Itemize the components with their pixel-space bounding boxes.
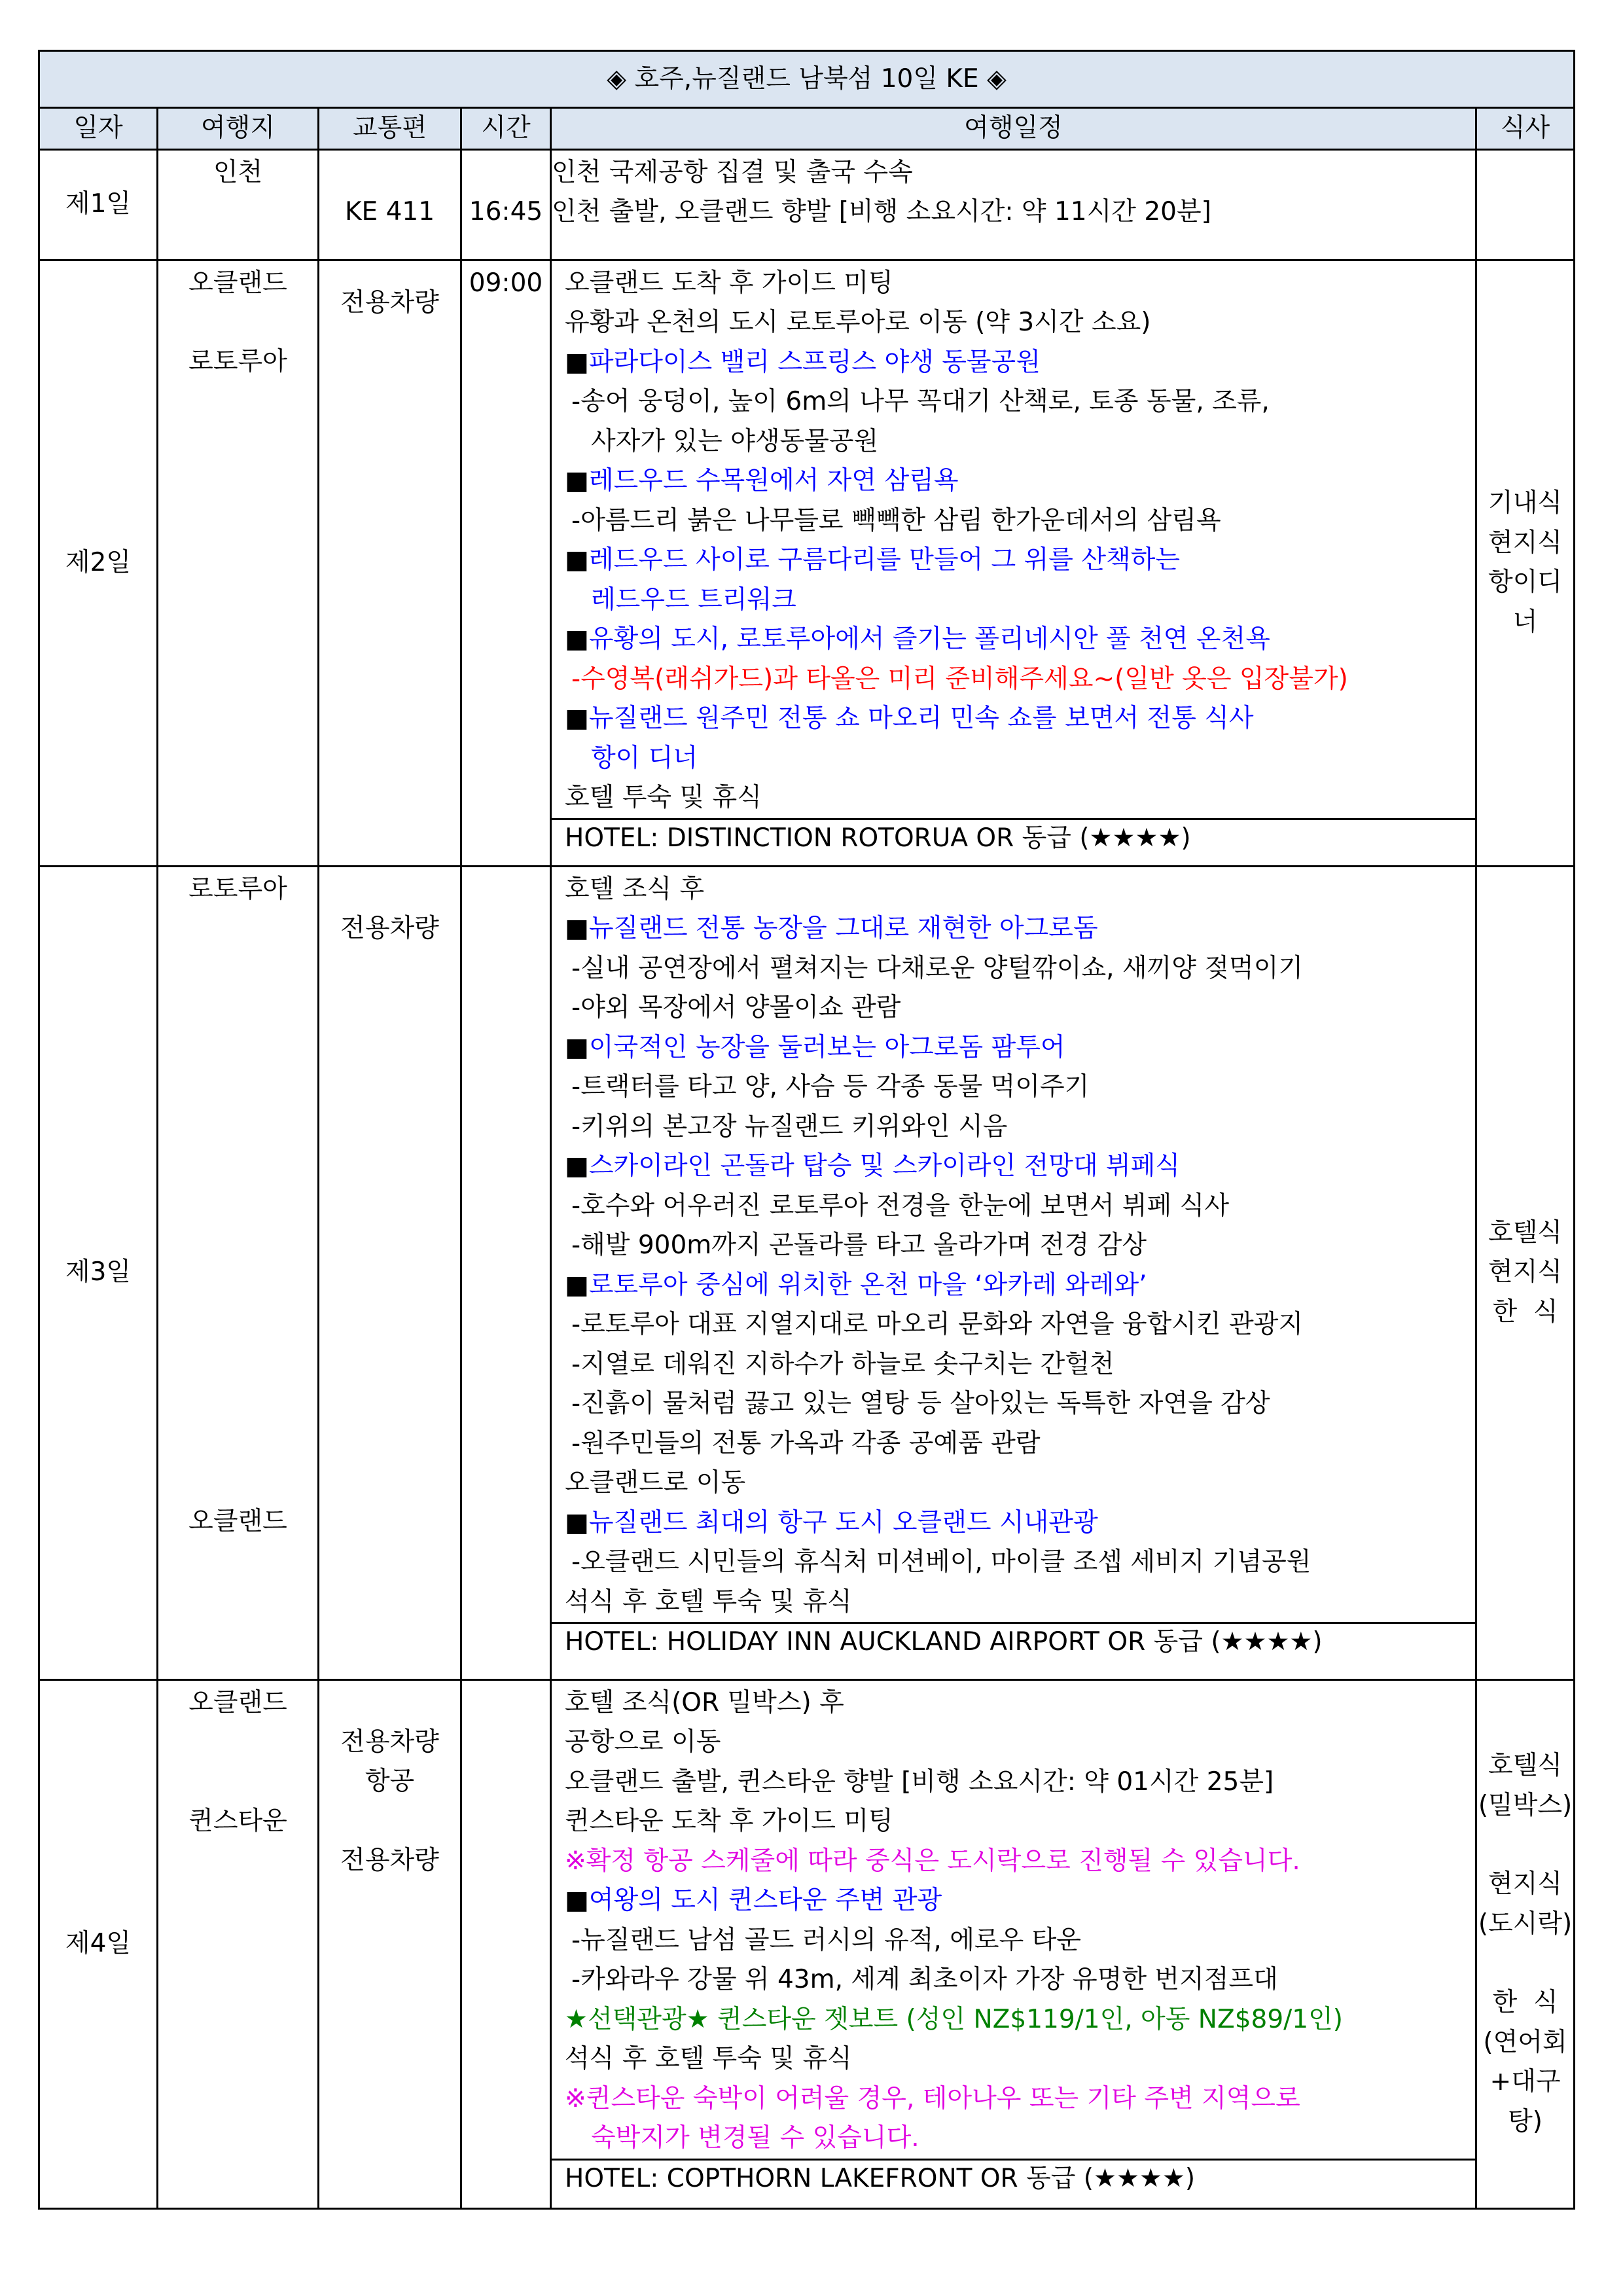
time-cell [461, 149, 551, 260]
detail-line: -실내 공연장에서 펼쳐지는 다채로운 양털깎이쇼, 새끼양 젖먹이기 [571, 953, 1304, 983]
bullet-icon: ■ [565, 545, 589, 575]
schedule-cell [551, 1679, 1476, 2208]
transport: 전용차량 [340, 913, 439, 943]
transport: 전용차량 [340, 1845, 439, 1875]
detail-line: -뉴질랜드 남섬 골드 러시의 유적, 에로우 타운 [571, 1925, 1081, 1955]
schedule-line: 유황과 온천의 도시 로토루아로 이동 (약 3시간 소요) [565, 308, 1151, 337]
schedule-cell [551, 260, 1476, 866]
day-row-1 [39, 149, 1575, 260]
header-transport: 교통편 [319, 108, 461, 150]
bullet-icon: ■ [565, 1507, 589, 1537]
detail-line: -송어 웅덩이, 높이 6m의 나무 꼭대기 산책로, 토종 동물, 조류, [571, 387, 1270, 416]
detail-line: 사자가 있는 야생동물공원 [591, 426, 879, 456]
meal: 현지식 [1488, 528, 1563, 558]
transport: 전용차량 [340, 287, 439, 317]
header-place: 여행지 [158, 108, 319, 150]
schedule-line: 공항으로 이동 [565, 1727, 721, 1757]
detail-line: -진흙이 물처럼 끓고 있는 열탕 등 살아있는 독특한 자연을 감상 [571, 1389, 1270, 1418]
highlight-line: 레드우드 트리워크 [591, 584, 796, 615]
notice-line: ※확정 항공 스케줄에 따라 중식은 도시락으로 진행될 수 있습니다. [565, 1846, 1300, 1876]
detail-line: -야외 목장에서 양몰이쇼 관람 [571, 993, 901, 1022]
bullet-icon: ■ [565, 1032, 589, 1062]
schedule-line: 오클랜드 도착 후 가이드 미팅 [565, 268, 893, 298]
schedule-line: 인천 국제공항 집결 및 출국 수속 [552, 157, 913, 187]
transport: 항공 [365, 1767, 415, 1796]
transport-cell [319, 1679, 461, 2208]
day-label: 제1일 [39, 149, 158, 260]
place-cell [158, 260, 319, 866]
place: 오클랜드 [188, 1506, 287, 1536]
header-time: 시간 [461, 108, 551, 150]
highlight-line: ■로토루아 중심에 위치한 온천 마을 ‘와카레 와레와’ [565, 1270, 1147, 1300]
hotel-line: HOTEL: DISTINCTION ROTORUA OR 동급 (★★★★) [552, 818, 1475, 857]
header-row [39, 108, 1575, 150]
place: 퀸스타운 [188, 1806, 287, 1836]
meal: 현지식 [1488, 1257, 1563, 1287]
place: 오클랜드 [188, 1687, 287, 1717]
header-day: 일자 [39, 108, 158, 150]
place-cell [158, 1679, 319, 2208]
highlight-line: ■이국적인 농장을 둘러보는 아그로돔 팜투어 [565, 1032, 1065, 1062]
highlight-line: ■레드우드 사이로 구름다리를 만들어 그 위를 산책하는 [565, 545, 1181, 575]
header-meals: 식사 [1476, 108, 1575, 150]
meals-cell [1476, 149, 1575, 260]
detail-line: -트랙터를 타고 양, 사슴 등 각종 동물 먹이주기 [571, 1072, 1090, 1102]
detail-line: -로토루아 대표 지열지대로 마오리 문화와 자연을 융합시킨 관광지 [571, 1310, 1304, 1339]
detail-line: -카와라우 강물 위 43m, 세계 최초이자 가장 유명한 번지점프대 [571, 1965, 1278, 1994]
itinerary-table [38, 50, 1575, 2210]
schedule-line: 석식 후 호텔 투숙 및 휴식 [565, 2044, 852, 2073]
schedule-line: 인천 출발, 오클랜드 향발 [비행 소요시간: 약 11시간 20분] [552, 197, 1211, 226]
transport-cell [319, 260, 461, 866]
detail-line: -해발 900m까지 곤돌라를 타고 올라가며 전경 감상 [571, 1230, 1147, 1260]
transport: KE 411 [344, 196, 435, 226]
meal: 한 식 [1492, 1988, 1558, 2017]
meals-cell [1476, 1679, 1575, 2208]
place: 오클랜드 [188, 268, 287, 298]
detail-line: -아름드리 붉은 나무들로 빽빽한 삼림 한가운데서의 삼림욕 [571, 505, 1221, 535]
day-row-3 [39, 866, 1575, 1679]
highlight-line: ■유황의 도시, 로토루아에서 즐기는 폴리네시안 풀 천연 온천욕 [565, 624, 1270, 654]
highlight-line: ■뉴질랜드 최대의 항구 도시 오클랜드 시내관광 [565, 1507, 1098, 1537]
day-row-2 [39, 260, 1575, 866]
day-label: 제3일 [39, 866, 158, 1679]
bullet-icon: ■ [565, 1151, 589, 1181]
highlight-line: ■여왕의 도시 퀸스타운 주변 관광 [565, 1886, 942, 1915]
transport-cell [319, 866, 461, 1679]
time: 09:00 [469, 268, 543, 298]
notice-line: ※퀸스타운 숙박이 어려울 경우, 테아나우 또는 기타 주변 지역으로 [565, 2083, 1300, 2113]
meal: (도시락) [1478, 1909, 1573, 1939]
place: 로토루아 [188, 347, 287, 376]
place: 로토루아 [188, 874, 287, 904]
page-title: ◈ 호주,뉴질랜드 남북섬 10일 KE ◈ [39, 51, 1575, 108]
detail-line: -지열로 데워진 지하수가 하늘로 솟구치는 간헐천 [571, 1349, 1115, 1379]
bullet-icon: ■ [565, 466, 589, 495]
detail-line: -키위의 본고장 뉴질랜드 키위와인 시음 [571, 1111, 1008, 1141]
highlight-line: ■뉴질랜드 전통 농장을 그대로 재현한 아그로돔 [565, 914, 1098, 943]
hotel-line: HOTEL: COPTHORN LAKEFRONT OR 동급 (★★★★) [552, 2159, 1475, 2197]
bullet-icon: ■ [565, 624, 589, 654]
meal: 한 식 [1492, 1297, 1558, 1327]
meal: 항이디너 [1488, 567, 1563, 637]
day-label: 제2일 [39, 260, 158, 866]
day-label: 제4일 [39, 1679, 158, 2208]
highlight-line: 항이 디너 [591, 743, 698, 773]
time-cell [461, 1679, 551, 2208]
detail-line: -원주민들의 전통 가옥과 각종 공예품 관람 [571, 1428, 1041, 1458]
meal: 기내식 [1488, 488, 1563, 518]
place: 인천 [213, 157, 263, 187]
detail-line: -오클랜드 시민들의 휴식처 미션베이, 마이클 조셉 세비지 기념공원 [571, 1547, 1311, 1577]
bullet-icon: ■ [565, 347, 589, 377]
optional-tour-line: ★선택관광★ 퀸스타운 젯보트 (성인 NZ$119/1인, 아동 NZ$89/1인) [565, 2004, 1343, 2034]
transport: 전용차량 [340, 1727, 439, 1757]
time-cell [461, 260, 551, 866]
schedule-line: 퀸스타운 도착 후 가이드 미팅 [565, 1806, 893, 1836]
bullet-icon: ■ [565, 914, 589, 943]
meal: (연어회 [1483, 2027, 1567, 2057]
meal: 호텔식 [1488, 1217, 1563, 1247]
meal: 현지식 [1488, 1869, 1563, 1899]
header-schedule: 여행일정 [551, 108, 1476, 150]
time-cell [461, 866, 551, 1679]
bullet-icon: ■ [565, 1270, 589, 1300]
notice-line: 숙박지가 변경될 수 있습니다. [591, 2123, 919, 2153]
highlight-line: ■스카이라인 곤돌라 탑승 및 스카이라인 전망대 뷔페식 [565, 1151, 1181, 1181]
highlight-line: ■파라다이스 밸리 스프링스 야생 동물공원 [565, 347, 1041, 377]
schedule-line: 오클랜드로 이동 [565, 1468, 746, 1498]
schedule-line: 호텔 조식 후 [565, 874, 705, 904]
schedule-line: 호텔 조식(OR 밀박스) 후 [565, 1687, 844, 1717]
highlight-line: ■레드우드 수목원에서 자연 삼림욕 [565, 466, 959, 495]
schedule-cell [551, 149, 1476, 260]
transport-cell [319, 149, 461, 260]
schedule-line: 오클랜드 출발, 퀸스타운 향발 [비행 소요시간: 약 01시간 25분] [565, 1767, 1274, 1797]
detail-line: -호수와 어우러진 로토루아 전경을 한눈에 보면서 뷔페 식사 [571, 1191, 1230, 1221]
day-row-4 [39, 1679, 1575, 2208]
time: 16:45 [469, 196, 543, 226]
hotel-line: HOTEL: HOLIDAY INN AUCKLAND AIRPORT OR 동급 (★★★★) [552, 1622, 1475, 1660]
warning-line: -수영복(래쉬가드)과 타올은 미리 준비해주세요~(일반 옷은 입장불가) [571, 664, 1348, 694]
schedule-line: 석식 후 호텔 투숙 및 휴식 [565, 1587, 852, 1617]
meals-cell [1476, 866, 1575, 1679]
meal: 호텔식 [1488, 1751, 1563, 1780]
bullet-icon: ■ [565, 704, 589, 733]
schedule-line: 호텔 투숙 및 휴식 [565, 783, 762, 812]
highlight-line: ■뉴질랜드 원주민 전통 쇼 마오리 민속 쇼를 보면서 전통 식사 [565, 704, 1254, 733]
bullet-icon: ■ [565, 1886, 589, 1915]
place-cell [158, 866, 319, 1679]
schedule-cell [551, 866, 1476, 1679]
meal: +대구탕) [1489, 2067, 1561, 2136]
place-cell [158, 149, 319, 260]
meals-cell [1476, 260, 1575, 866]
meal: (밀박스) [1478, 1790, 1573, 1820]
